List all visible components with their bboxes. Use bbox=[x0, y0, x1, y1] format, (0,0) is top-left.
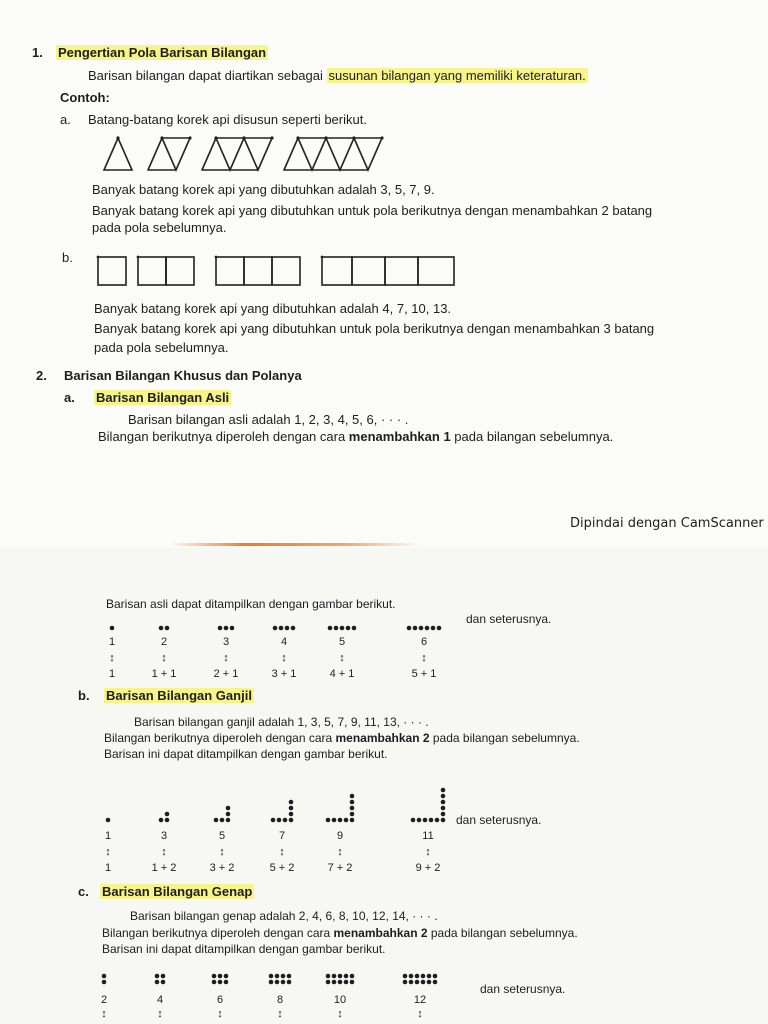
ganjil-dot bbox=[441, 794, 446, 799]
genap-dot bbox=[269, 980, 274, 985]
ganjil-dot bbox=[350, 812, 355, 817]
genap-dot bbox=[344, 974, 349, 979]
section-2a-line-2 bbox=[98, 429, 613, 445]
asli-dot bbox=[413, 626, 418, 631]
genap-arrow: ↕ bbox=[417, 1008, 423, 1020]
section-2b-line-1: Barisan bilangan ganjil adalah 1, 3, 5, 7, 9, 11, 13, · · · . bbox=[134, 715, 429, 729]
genap-dot bbox=[326, 980, 331, 985]
asli-dot bbox=[352, 626, 357, 631]
asli-dot bbox=[165, 626, 170, 631]
orange-scan-mark bbox=[170, 543, 420, 546]
asli-sum: 1 + 1 bbox=[151, 668, 177, 680]
section-2c-title-text: Barisan Bilangan Genap bbox=[102, 884, 253, 899]
genap-dot bbox=[350, 980, 355, 985]
definition-text bbox=[88, 68, 588, 84]
item-a-line-1: Banyak batang korek api yang dibutuhkan adalah 3, 5, 7, 9. bbox=[92, 182, 435, 197]
asli-dot bbox=[285, 626, 290, 631]
genap-dot bbox=[338, 974, 343, 979]
asli-sum: 2 + 1 bbox=[213, 668, 239, 680]
asli-dot bbox=[334, 626, 339, 631]
genap-dot bbox=[102, 980, 107, 985]
asli-dot bbox=[419, 626, 424, 631]
section-2c-title bbox=[100, 884, 254, 900]
ganjil-dot bbox=[441, 806, 446, 811]
genap-arrow: ↕ bbox=[277, 1008, 283, 1020]
genap-arrow: ↕ bbox=[157, 1008, 163, 1020]
asli-arrow: ↕ bbox=[281, 652, 287, 664]
genap-dot bbox=[433, 974, 438, 979]
ganjil-dot bbox=[326, 818, 331, 823]
asli-dot bbox=[279, 626, 284, 631]
ganjil-dot bbox=[226, 818, 231, 823]
asli-sum: 4 + 1 bbox=[329, 668, 355, 680]
genap-dot bbox=[403, 974, 408, 979]
genap-dot bbox=[102, 974, 107, 979]
section-2c-line-2-bold: menambahkan 2 bbox=[333, 926, 428, 940]
genap-dot bbox=[281, 974, 286, 979]
ganjil-dot bbox=[411, 818, 416, 823]
genap-dot bbox=[421, 980, 426, 985]
ganjil-dot bbox=[441, 788, 446, 793]
asli-dot bbox=[159, 626, 164, 631]
ganjil-dot bbox=[283, 818, 288, 823]
ganjil-number: 9 bbox=[336, 830, 344, 842]
ganjil-sum: 9 + 2 bbox=[415, 862, 441, 874]
section-2b-line-2 bbox=[104, 730, 580, 746]
genap-dot bbox=[332, 980, 337, 985]
genap-dot bbox=[212, 974, 217, 979]
definition-prefix: Barisan bilangan dapat diartikan sebagai bbox=[88, 68, 327, 83]
ganjil-dot bbox=[277, 818, 282, 823]
section-2-number: 2. bbox=[36, 368, 47, 383]
asli-arrow: ↕ bbox=[161, 652, 167, 664]
genap-dot bbox=[155, 980, 160, 985]
ganjil-dot bbox=[344, 818, 349, 823]
section-1-number: 1. bbox=[32, 45, 43, 60]
genap-dot bbox=[161, 980, 166, 985]
ganjil-number: 1 bbox=[104, 830, 112, 842]
ganjil-dot bbox=[214, 818, 219, 823]
section-2b-line-2-prefix: Bilangan berikutnya diperoleh dengan cara bbox=[104, 731, 336, 745]
section-2b-line-2-suffix: pada bilangan sebelumnya. bbox=[429, 731, 580, 745]
section-2b-title bbox=[104, 688, 254, 704]
matchstick-triangles-figure bbox=[96, 134, 386, 174]
asli-dot bbox=[437, 626, 442, 631]
genap-dot bbox=[409, 974, 414, 979]
asli-arrow: ↕ bbox=[223, 652, 229, 664]
asli-arrow: ↕ bbox=[421, 652, 427, 664]
genap-dot bbox=[338, 980, 343, 985]
ganjil-arrow: ↕ bbox=[279, 846, 285, 858]
definition-highlight: susunan bilangan yang memiliki keteraturan. bbox=[328, 68, 586, 83]
asli-intro: Barisan asli dapat ditampilkan dengan gambar berikut. bbox=[106, 597, 396, 611]
genap-dot bbox=[326, 974, 331, 979]
section-2c-line-2 bbox=[102, 925, 578, 941]
genap-dot bbox=[218, 974, 223, 979]
asli-number: 6 bbox=[420, 636, 428, 648]
matchstick-squares-figure bbox=[96, 254, 460, 288]
asli-dot bbox=[110, 626, 115, 631]
asli-dot bbox=[218, 626, 223, 631]
ganjil-dot bbox=[159, 818, 164, 823]
genap-dot bbox=[415, 980, 420, 985]
ganjil-arrow: ↕ bbox=[161, 846, 167, 858]
asli-number: 3 bbox=[222, 636, 230, 648]
ganjil-dot bbox=[429, 818, 434, 823]
genap-number: 4 bbox=[156, 994, 164, 1006]
ganjil-dot bbox=[226, 806, 231, 811]
genap-arrow: ↕ bbox=[337, 1008, 343, 1020]
genap-dot bbox=[427, 974, 432, 979]
ganjil-number: 5 bbox=[218, 830, 226, 842]
section-2b-line-2-bold: menambahkan 2 bbox=[335, 731, 430, 745]
ganjil-dot bbox=[289, 812, 294, 817]
asli-dot bbox=[425, 626, 430, 631]
asli-arrow: ↕ bbox=[339, 652, 345, 664]
page-two bbox=[0, 548, 768, 1024]
ganjil-sum: 5 + 2 bbox=[269, 862, 295, 874]
ganjil-dot bbox=[289, 806, 294, 811]
ganjil-etc: dan seterusnya. bbox=[456, 813, 542, 827]
camscanner-watermark: Dipindai dengan CamScanner bbox=[570, 516, 764, 531]
asli-sum: 1 bbox=[108, 668, 116, 680]
section-2a-title-text: Barisan Bilangan Asli bbox=[96, 390, 230, 405]
genap-dot bbox=[218, 980, 223, 985]
section-2b-title-text: Barisan Bilangan Ganjil bbox=[106, 688, 252, 703]
asli-sum: 3 + 1 bbox=[271, 668, 297, 680]
ganjil-arrow: ↕ bbox=[105, 846, 111, 858]
section-1-title bbox=[56, 45, 268, 61]
section-2a-label: a. bbox=[64, 390, 75, 405]
section-2a-line-2-bold: menambahkan 1 bbox=[348, 429, 451, 444]
asli-number: 5 bbox=[338, 636, 346, 648]
asli-dot bbox=[291, 626, 296, 631]
genap-number: 12 bbox=[413, 994, 427, 1006]
asli-arrow: ↕ bbox=[109, 652, 115, 664]
ganjil-dot bbox=[441, 812, 446, 817]
genap-dot bbox=[275, 980, 280, 985]
section-2b-label: b. bbox=[78, 688, 90, 703]
genap-dot bbox=[350, 974, 355, 979]
section-2a-title bbox=[94, 390, 231, 406]
ganjil-sum: 1 + 2 bbox=[151, 862, 177, 874]
ganjil-dot bbox=[271, 818, 276, 823]
section-2c-line-2-suffix: pada bilangan sebelumnya. bbox=[427, 926, 578, 940]
asli-dot bbox=[328, 626, 333, 631]
asli-dot bbox=[273, 626, 278, 631]
ganjil-dot bbox=[350, 818, 355, 823]
item-b-line-3: pada pola sebelumnya. bbox=[94, 340, 229, 355]
asli-number: 2 bbox=[160, 636, 168, 648]
ganjil-sum: 3 + 2 bbox=[209, 862, 235, 874]
genap-dot bbox=[287, 974, 292, 979]
asli-number: 1 bbox=[108, 636, 116, 648]
example-label: Contoh: bbox=[60, 90, 110, 105]
genap-dot bbox=[403, 980, 408, 985]
genap-dot bbox=[332, 974, 337, 979]
item-a-line-3: pada pola sebelumnya. bbox=[92, 220, 227, 235]
genap-dot bbox=[224, 980, 229, 985]
item-b-line-2: Banyak batang korek api yang dibutuhkan untuk pola berikutnya dengan menambahkan 3 batang bbox=[94, 321, 655, 336]
ganjil-dot bbox=[226, 812, 231, 817]
asli-etc: dan seterusnya. bbox=[466, 612, 552, 626]
genap-dot bbox=[212, 980, 217, 985]
asli-dot bbox=[431, 626, 436, 631]
section-2a-line-2-prefix: Bilangan berikutnya diperoleh dengan cara bbox=[98, 429, 349, 444]
genap-dot bbox=[433, 980, 438, 985]
ganjil-sum: 1 bbox=[104, 862, 112, 874]
genap-dot bbox=[409, 980, 414, 985]
genap-number: 2 bbox=[100, 994, 108, 1006]
section-2c-label: c. bbox=[78, 884, 89, 899]
ganjil-dot bbox=[350, 806, 355, 811]
genap-number: 6 bbox=[216, 994, 224, 1006]
ganjil-dot bbox=[106, 818, 111, 823]
section-2-title: Barisan Bilangan Khusus dan Polanya bbox=[64, 368, 302, 383]
ganjil-number: 3 bbox=[160, 830, 168, 842]
genap-dot bbox=[269, 974, 274, 979]
ganjil-dot bbox=[289, 800, 294, 805]
ganjil-number: 7 bbox=[278, 830, 286, 842]
ganjil-dot bbox=[350, 794, 355, 799]
section-2c-line-2-prefix: Bilangan berikutnya diperoleh dengan cara bbox=[102, 926, 334, 940]
section-2c-line-3: Barisan ini dapat ditampilkan dengan gambar berikut. bbox=[102, 942, 386, 956]
section-2a-line-1: Barisan bilangan asli adalah 1, 2, 3, 4, 5, 6, · · · . bbox=[128, 412, 409, 427]
asli-dot bbox=[346, 626, 351, 631]
asli-dot bbox=[224, 626, 229, 631]
ganjil-arrow: ↕ bbox=[219, 846, 225, 858]
item-a-label: a. bbox=[60, 112, 71, 127]
genap-dot bbox=[421, 974, 426, 979]
section-2a-line-2-suffix: pada bilangan sebelumnya. bbox=[450, 429, 614, 444]
genap-number: 10 bbox=[333, 994, 347, 1006]
item-b-line-1: Banyak batang korek api yang dibutuhkan adalah 4, 7, 10, 13. bbox=[94, 301, 452, 316]
ganjil-dot bbox=[332, 818, 337, 823]
ganjil-dot bbox=[165, 818, 170, 823]
genap-dot bbox=[427, 980, 432, 985]
genap-dot bbox=[155, 974, 160, 979]
ganjil-number: 11 bbox=[422, 830, 434, 842]
ganjil-dot bbox=[423, 818, 428, 823]
asli-dot bbox=[407, 626, 412, 631]
genap-dot bbox=[224, 974, 229, 979]
ganjil-dot bbox=[289, 818, 294, 823]
ganjil-sum: 7 + 2 bbox=[327, 862, 353, 874]
genap-arrow: ↕ bbox=[101, 1008, 107, 1020]
genap-arrow: ↕ bbox=[217, 1008, 223, 1020]
genap-dot bbox=[415, 974, 420, 979]
ganjil-dot bbox=[220, 818, 225, 823]
section-2b-line-3: Barisan ini dapat ditampilkan dengan gambar berikut. bbox=[104, 747, 388, 761]
asli-dot bbox=[230, 626, 235, 631]
ganjil-dot bbox=[441, 818, 446, 823]
ganjil-dot bbox=[350, 800, 355, 805]
genap-etc: dan seterusnya. bbox=[480, 982, 566, 996]
genap-number: 8 bbox=[276, 994, 284, 1006]
genap-dot bbox=[275, 974, 280, 979]
ganjil-dot bbox=[441, 800, 446, 805]
ganjil-arrow: ↕ bbox=[425, 846, 431, 858]
item-b-label: b. bbox=[62, 250, 73, 265]
asli-sum: 5 + 1 bbox=[411, 668, 437, 680]
genap-dot bbox=[281, 980, 286, 985]
asli-number: 4 bbox=[280, 636, 288, 648]
ganjil-dot bbox=[338, 818, 343, 823]
section-1-title-text: Pengertian Pola Barisan Bilangan bbox=[58, 45, 267, 60]
ganjil-arrow: ↕ bbox=[337, 846, 343, 858]
genap-dot bbox=[161, 974, 166, 979]
genap-dot bbox=[344, 980, 349, 985]
ganjil-dot bbox=[417, 818, 422, 823]
item-a-line-2: Banyak batang korek api yang dibutuhkan untuk pola berikutnya dengan menambahkan 2 batang bbox=[92, 203, 653, 218]
item-a-text: Batang-batang korek api disusun seperti berikut. bbox=[88, 112, 367, 127]
asli-dot bbox=[340, 626, 345, 631]
section-2c-line-1: Barisan bilangan genap adalah 2, 4, 6, 8, 10, 12, 14, · · · . bbox=[130, 909, 438, 923]
ganjil-dot bbox=[435, 818, 440, 823]
ganjil-dot bbox=[165, 812, 170, 817]
genap-dot bbox=[287, 980, 292, 985]
